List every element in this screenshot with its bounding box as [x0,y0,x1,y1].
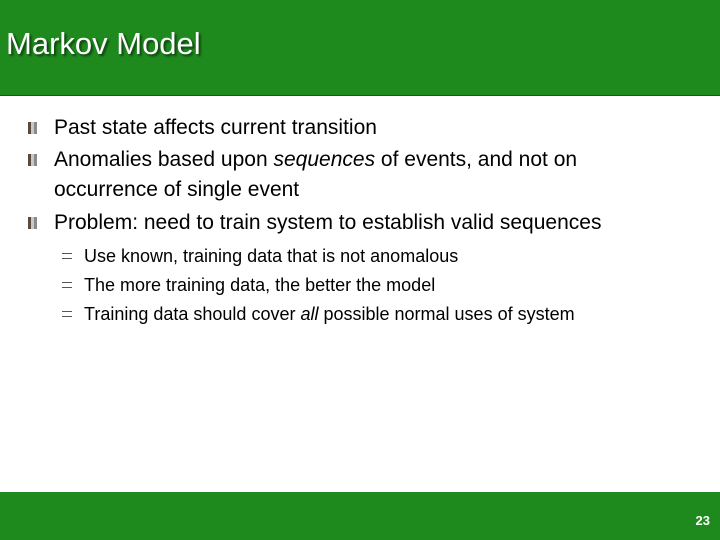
sub-bullet-marker-icon [62,282,72,288]
sub-bullet-3-em: all [300,304,319,324]
sub-bullet-2: The more training data, the better the model [84,275,436,295]
bullet-2-post: of events, and not on [375,148,578,171]
bullet-marker-icon [28,154,37,166]
bullet-2-em: sequences [273,148,376,171]
bullet-marker-icon [28,122,37,134]
sub-bullet-1: Use known, training data that is not anomalous [84,246,459,266]
slide-title: Markov Model [6,26,201,61]
sub-bullet-3-pre: Training data should cover [84,304,301,324]
bullet-2 [54,145,577,175]
bullet-1: Past state affects current transition [54,116,377,139]
sub-bullet-3 [84,300,575,328]
bullet-2-line2: occurrence of single event [54,178,300,201]
sub-bullet-marker-icon [62,253,72,259]
bullet-marker-icon [28,217,37,229]
bullet-3: Problem: need to train system to establish valid sequences [54,211,602,234]
bullet-2-pre: Anomalies based upon [54,148,274,171]
page-number: 23 [695,513,710,528]
sub-bullet-3-post: possible normal uses of system [318,304,575,324]
sub-bullet-marker-icon [62,311,72,317]
title-bar [0,0,720,96]
footer-bar [0,492,720,540]
